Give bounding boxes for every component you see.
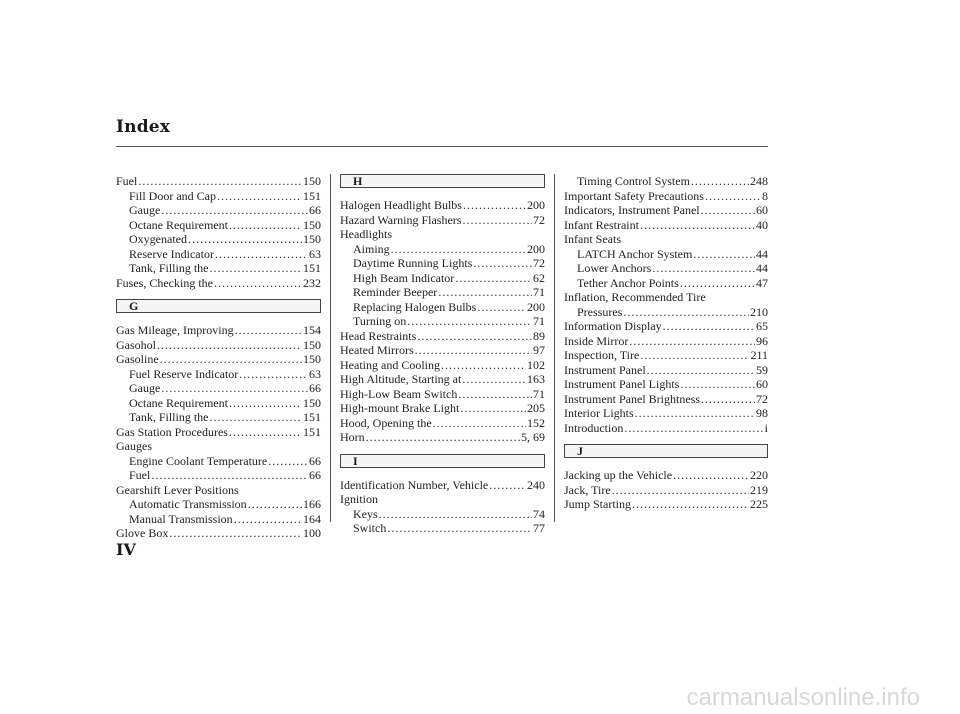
index-entry (116, 174, 321, 189)
entry-page-number[interactable]: 166 (303, 497, 321, 511)
entry-label: High Altitude, Starting at (340, 372, 462, 386)
index-entry (564, 468, 768, 483)
index-entry (340, 358, 545, 373)
index-entry (340, 387, 545, 402)
entry-page-number[interactable]: 72 (756, 391, 768, 406)
index-entry (340, 372, 545, 387)
dot-leader (210, 410, 303, 425)
index-subentry (564, 247, 768, 262)
dot-leader (489, 478, 526, 493)
dot-leader (462, 213, 532, 228)
watermark: carmanualsonline.info (686, 684, 920, 711)
entry-label: Oxygenated (129, 232, 187, 246)
entry-label: Inside Mirror (564, 333, 629, 348)
entry-label: Gasohol (116, 337, 156, 352)
entry-label: Halogen Headlight Bulbs (340, 198, 462, 212)
entry-label: Heating and Cooling (340, 357, 440, 372)
entry-page-number[interactable]: 100 (303, 526, 321, 540)
dot-leader (229, 425, 302, 440)
index-column-3 (564, 174, 768, 512)
index-subentry (116, 232, 321, 247)
index-subentry (564, 305, 768, 320)
dot-leader (458, 387, 532, 402)
entry-page-number[interactable]: 5, 69 (521, 430, 545, 444)
dot-leader (680, 276, 755, 291)
entry-label: Tank, Filling the (129, 261, 209, 275)
entry-label: Gauge (129, 381, 161, 395)
entry-page-number[interactable]: 200 (527, 299, 545, 314)
entry-label: Gauge (129, 203, 161, 217)
dot-leader (640, 348, 749, 363)
entry-label: Fill Door and Cap (129, 188, 216, 203)
dot-leader (433, 416, 526, 431)
entry-page-number[interactable]: 220 (750, 468, 768, 482)
entry-page-number[interactable]: 66 (309, 203, 321, 217)
dot-leader (635, 406, 755, 421)
entry-label: High-Low Beam Switch (340, 386, 458, 401)
entry-page-number[interactable]: 77 (533, 521, 545, 535)
index-subentry (340, 314, 545, 329)
entry-label: Hood, Opening the (340, 415, 432, 430)
dot-leader (229, 218, 302, 233)
index-entry (564, 497, 768, 512)
dot-leader (460, 401, 526, 416)
dot-leader (417, 329, 532, 344)
entry-label: Instrument Panel Brightness (564, 391, 700, 406)
entry-page-number[interactable]: 72 (533, 256, 545, 270)
index-subentry (116, 512, 321, 527)
entry-label: Jacking up the Vehicle (564, 468, 673, 482)
entry-label: Octane Requirement (129, 395, 228, 410)
index-entry (340, 430, 545, 445)
entry-page-number[interactable]: 210 (750, 304, 768, 319)
index-entry (340, 343, 545, 358)
section-header-g: G (116, 299, 321, 313)
section-header-h: H (340, 174, 545, 188)
entry-page-number[interactable]: 150 (303, 217, 321, 232)
entry-page-number[interactable]: 151 (303, 188, 321, 203)
index-entry (116, 323, 321, 338)
entry-page-number[interactable]: 151 (303, 410, 321, 424)
entry-label: Reminder Beeper (353, 285, 438, 299)
entry-page-number[interactable]: 232 (303, 275, 321, 290)
entry-page-number[interactable]: 164 (303, 511, 321, 526)
entry-label: Lower Anchors (577, 261, 652, 275)
dot-leader (160, 352, 302, 367)
index-subentry (564, 261, 768, 276)
entry-page-number[interactable]: 150 (303, 352, 321, 366)
dot-leader (407, 314, 532, 329)
index-subentry (340, 300, 545, 315)
index-subentry (116, 218, 321, 233)
index-entry (340, 401, 545, 416)
index-entry (564, 290, 768, 305)
dot-leader (161, 381, 308, 396)
entry-label: Gearshift Lever Positions (116, 482, 239, 497)
index-subentry (116, 410, 321, 425)
entry-page-number[interactable]: 74 (533, 506, 545, 521)
page-number-label: IV (116, 540, 136, 559)
entry-label: Fuses, Checking the (116, 275, 213, 290)
index-subentry (340, 285, 545, 300)
column-divider (554, 174, 555, 522)
dot-leader (169, 526, 302, 541)
entry-page-number[interactable]: 205 (527, 401, 545, 415)
dot-leader (705, 189, 761, 204)
dot-leader (623, 305, 749, 320)
entry-page-number[interactable]: 211 (750, 348, 768, 362)
entry-label: Daytime Running Lights (353, 256, 473, 270)
dot-leader (691, 174, 749, 189)
index-entry (564, 363, 768, 378)
entry-label: Hazard Warning Flashers (340, 212, 462, 227)
index-entry (340, 227, 545, 242)
entry-page-number[interactable]: 96 (756, 333, 768, 348)
entry-page-number[interactable]: 44 (756, 246, 768, 261)
index-column-1 (116, 174, 321, 541)
entry-label: Ignition (340, 492, 378, 506)
dot-leader (441, 358, 526, 373)
dot-leader (629, 334, 755, 349)
entry-label: Keys (353, 506, 378, 521)
index-subentry (116, 189, 321, 204)
entry-label: Important Safety Precautions (564, 188, 704, 203)
entry-label: Switch (353, 521, 387, 535)
index-entry (564, 348, 768, 363)
entry-label: Manual Transmission (129, 511, 233, 526)
dot-leader (161, 203, 308, 218)
index-subentry (340, 507, 545, 522)
entry-label: Reserve Indicator (129, 246, 214, 261)
entry-page-number[interactable]: 66 (309, 453, 321, 468)
dot-leader (640, 218, 755, 233)
dot-leader (157, 338, 302, 353)
entry-page-number[interactable]: 163 (527, 372, 545, 386)
entry-label: Heated Mirrors (340, 343, 414, 357)
entry-page-number[interactable]: 60 (756, 203, 768, 217)
dot-leader (366, 430, 520, 445)
entry-label: Automatic Transmission (129, 497, 247, 511)
entry-page-number[interactable]: 200 (527, 198, 545, 212)
entry-label: Inflation, Recommended Tire (564, 290, 706, 304)
index-entry (340, 213, 545, 228)
entry-label: Timing Control System (577, 174, 690, 188)
entry-page-number[interactable]: 44 (756, 261, 768, 275)
index-subentry (564, 276, 768, 291)
column-divider (330, 174, 331, 522)
entry-label: Fuel Reserve Indicator (129, 366, 239, 381)
dot-leader (235, 323, 302, 338)
entry-page-number[interactable]: 47 (756, 275, 768, 290)
index-subentry (340, 256, 545, 271)
dot-leader (239, 367, 308, 382)
entry-label: Tank, Filling the (129, 410, 209, 424)
dot-leader (673, 468, 749, 483)
entry-page-number[interactable]: 248 (750, 174, 768, 188)
entry-label: Fuel (116, 174, 138, 188)
entry-label: Glove Box (116, 526, 169, 540)
index-subentry (340, 242, 545, 257)
dot-leader (462, 372, 526, 387)
entry-page-number[interactable]: 154 (303, 323, 321, 337)
entry-page-number[interactable]: 150 (303, 232, 321, 246)
index-entry (116, 276, 321, 291)
dot-leader (680, 377, 755, 392)
dot-leader (624, 421, 763, 436)
index-entry (116, 352, 321, 367)
index-entry (564, 232, 768, 247)
entry-page-number[interactable]: 71 (533, 314, 545, 328)
dot-leader (693, 247, 755, 262)
entry-label: Aiming (353, 241, 390, 256)
index-subentry (116, 247, 321, 262)
dot-leader (391, 242, 526, 257)
dot-leader (632, 497, 749, 512)
dot-leader (215, 247, 308, 262)
dot-leader (701, 203, 755, 218)
index-entry (340, 478, 545, 493)
index-entry (564, 319, 768, 334)
entry-label: Fuel (129, 468, 151, 482)
entry-label: Jack, Tire (564, 482, 611, 497)
index-subentry (116, 367, 321, 382)
entry-page-number[interactable]: 65 (756, 319, 768, 333)
section-header-j: J (564, 444, 768, 458)
entry-page-number[interactable]: 150 (303, 174, 321, 188)
index-entry (564, 218, 768, 233)
dot-leader (473, 256, 532, 271)
entry-label: Pressures (577, 304, 623, 319)
dot-leader (455, 271, 532, 286)
dot-leader (210, 261, 303, 276)
dot-leader (379, 507, 532, 522)
dot-leader (647, 363, 755, 378)
dot-leader (415, 343, 532, 358)
dot-leader (477, 300, 526, 315)
index-entry (564, 483, 768, 498)
entry-page-number[interactable]: 71 (533, 285, 545, 299)
entry-label: Information Display (564, 319, 662, 333)
entry-label: High-mount Brake Light (340, 401, 460, 415)
index-subentry (116, 454, 321, 469)
index-entry (564, 189, 768, 204)
index-entry (340, 329, 545, 344)
dot-leader (234, 512, 302, 527)
index-subentry (116, 468, 321, 483)
dot-leader (248, 497, 302, 512)
dot-leader (612, 483, 749, 498)
entry-page-number[interactable]: 150 (303, 395, 321, 410)
entry-label: Gauges (116, 439, 152, 453)
entry-page-number[interactable]: 63 (309, 366, 321, 381)
index-entry (564, 421, 768, 436)
dot-leader (151, 468, 308, 483)
entry-label: Octane Requirement (129, 217, 228, 232)
index-entry (564, 377, 768, 392)
entry-page-number[interactable]: 219 (750, 482, 768, 497)
entry-page-number[interactable]: 72 (533, 212, 545, 227)
dot-leader (138, 174, 302, 189)
index-entry (116, 439, 321, 454)
index-entry (564, 406, 768, 421)
index-entry (340, 198, 545, 213)
dot-leader (214, 276, 302, 291)
index-entry (564, 334, 768, 349)
index-subentry (564, 174, 768, 189)
entry-page-number[interactable]: 66 (309, 468, 321, 482)
dot-leader (188, 232, 302, 247)
entry-label: Replacing Halogen Bulbs (353, 299, 477, 314)
entry-label: Instrument Panel (564, 362, 646, 377)
entry-page-number[interactable]: 152 (527, 415, 545, 430)
entry-page-number[interactable]: 66 (309, 381, 321, 395)
entry-page-number[interactable]: 151 (303, 424, 321, 439)
entry-label: Interior Lights (564, 406, 634, 420)
entry-page-number[interactable]: 151 (303, 261, 321, 275)
entry-label: LATCH Anchor System (577, 246, 693, 261)
index-column-2 (340, 174, 545, 536)
entry-label: Headlights (340, 227, 392, 241)
entry-page-number[interactable]: 8 (762, 188, 768, 203)
index-entry (116, 338, 321, 353)
entry-page-number[interactable]: 240 (527, 477, 545, 492)
dot-leader (217, 189, 302, 204)
index-entry (340, 416, 545, 431)
entry-label: Horn (340, 430, 365, 444)
entry-label: Tether Anchor Points (577, 275, 679, 290)
dot-leader (268, 454, 308, 469)
entry-page-number[interactable]: 97 (533, 343, 545, 357)
dot-leader (229, 396, 302, 411)
index-entry (564, 392, 768, 407)
entry-page-number[interactable]: 62 (533, 270, 545, 285)
entry-label: Gas Station Procedures (116, 424, 228, 439)
entry-label: Head Restraints (340, 328, 417, 343)
index-entry (564, 203, 768, 218)
entry-label: Identification Number, Vehicle (340, 477, 489, 492)
dot-leader (701, 392, 755, 407)
index-subentry (116, 261, 321, 276)
entry-label: Infant Restraint (564, 217, 639, 232)
index-entry (116, 526, 321, 541)
dot-leader (438, 285, 532, 300)
index-subentry (116, 497, 321, 512)
entry-label: Instrument Panel Lights (564, 377, 680, 391)
entry-label: High Beam Indicator (353, 270, 455, 285)
entry-label: Turning on (353, 314, 407, 328)
index-entry (116, 425, 321, 440)
entry-page-number[interactable]: i (764, 420, 768, 435)
section-header-i: I (340, 454, 545, 468)
index-entry (116, 483, 321, 498)
index-subentry (340, 521, 545, 536)
entry-page-number[interactable]: 150 (303, 337, 321, 352)
index-entry (340, 492, 545, 507)
index-subentry (116, 381, 321, 396)
entry-page-number[interactable]: 60 (756, 377, 768, 391)
page-title: Index (116, 117, 171, 137)
entry-label: Gasoline (116, 352, 159, 366)
entry-page-number[interactable]: 102 (527, 357, 545, 372)
index-subentry (116, 203, 321, 218)
entry-page-number[interactable]: 98 (756, 406, 768, 420)
entry-label: Gas Mileage, Improving (116, 323, 234, 337)
entry-page-number[interactable]: 225 (750, 497, 768, 511)
entry-page-number[interactable]: 89 (533, 328, 545, 343)
entry-page-number[interactable]: 71 (533, 386, 545, 401)
entry-page-number[interactable]: 40 (756, 217, 768, 232)
entry-label: Jump Starting (564, 497, 632, 511)
entry-page-number[interactable]: 59 (756, 362, 768, 377)
index-subentry (340, 271, 545, 286)
dot-leader (387, 521, 532, 536)
title-rule (116, 146, 768, 147)
dot-leader (463, 198, 526, 213)
entry-page-number[interactable]: 63 (309, 246, 321, 261)
entry-label: Engine Coolant Temperature (129, 453, 268, 468)
dot-leader (663, 319, 755, 334)
entry-label: Infant Seats (564, 232, 621, 246)
entry-page-number[interactable]: 200 (527, 241, 545, 256)
dot-leader (652, 261, 755, 276)
entry-label: Indicators, Instrument Panel (564, 203, 700, 217)
entry-label: Introduction (564, 420, 624, 435)
entry-label: Inspection, Tire (564, 348, 640, 362)
index-subentry (116, 396, 321, 411)
